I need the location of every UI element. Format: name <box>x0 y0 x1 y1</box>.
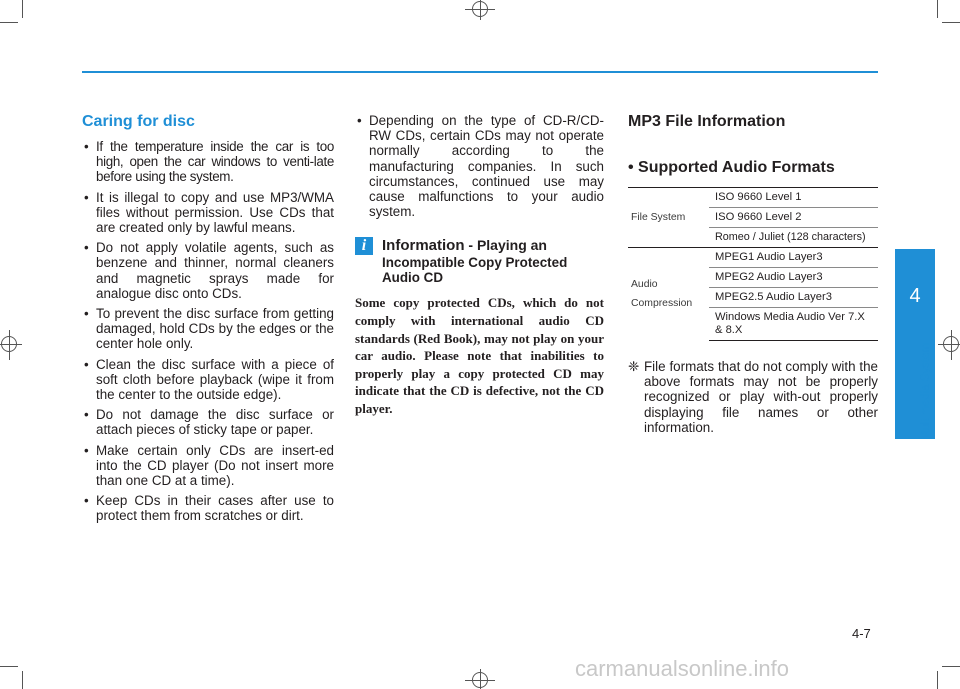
crop-mark <box>942 666 960 667</box>
table-row <box>628 188 878 208</box>
crop-mark <box>0 22 18 23</box>
information-label: Information <box>382 237 465 255</box>
crop-mark <box>22 671 23 689</box>
list-item: • Clean the disc surface with a piece of soft cloth before playback (wipe it from the center to the outside edge). <box>82 357 334 403</box>
crop-mark <box>937 671 938 689</box>
registration-mark-top <box>465 9 495 10</box>
list-item: • Depending on the type of CD-R/CD-RW CDs, certain CDs may not operate normally according to the manufacturing companies. In such circumstances, continued use may cause malfunctions to your audio system. <box>355 113 604 219</box>
header-rule <box>82 71 878 73</box>
list-item: • Do not damage the disc surface or attach pieces of sticky tape or paper. <box>82 407 334 437</box>
information-dash: - <box>464 237 477 254</box>
table-cell: Windows Media Audio Ver 7.X & 8.X <box>709 308 878 341</box>
registration-mark-bottom <box>480 669 481 689</box>
crop-mark <box>942 22 960 23</box>
list-item: • Do not apply volatile agents, such as benzene and thinner, normal cleaners and magnetic sprays made for analogue disc onto CDs. <box>82 240 334 301</box>
table-cell: ISO 9660 Level 1 <box>709 188 878 208</box>
audio-formats-table <box>628 187 878 341</box>
information-box-header <box>355 237 604 255</box>
subsection-heading: • Supported Audio Formats <box>628 159 835 176</box>
format-note <box>628 359 878 435</box>
list-item: • Make certain only CDs are insert-ed into the CD player (Do not insert more than one CD at a time). <box>82 443 334 489</box>
table-cell: MPEG2.5 Audio Layer3 <box>709 288 878 308</box>
list-item: • Keep CDs in their cases after use to protect them from scratches or dirt. <box>82 493 334 523</box>
chapter-number: 4 <box>909 285 921 307</box>
table-row <box>628 248 878 268</box>
caring-bullet-list <box>82 139 334 524</box>
table-cell: Romeo / Juliet (128 characters) <box>709 228 878 248</box>
table-category-cell: File System <box>628 188 709 248</box>
registration-mark-bottom <box>465 680 495 681</box>
table-category-cell <box>628 248 709 341</box>
registration-mark-top <box>480 0 481 20</box>
information-subtitle: Incompatible Copy Protected Audio CD <box>382 255 568 286</box>
list-item: • It is illegal to copy and use MP3/WMA files without permission. Use CDs that are created only by lawful means. <box>82 190 334 236</box>
table-category-label: Compression <box>631 298 693 310</box>
section-heading: Caring for disc <box>82 113 195 130</box>
cd-type-bullet-list <box>355 113 604 219</box>
middle-column <box>355 110 604 418</box>
registration-mark-right <box>951 330 952 360</box>
chapter-label: Multimedia System <box>920 342 932 440</box>
crop-mark <box>937 0 938 18</box>
list-item: • To prevent the disc surface from getting damaged, hold CDs by the edges or the center hole only. <box>82 306 334 352</box>
registration-mark-left <box>9 330 10 360</box>
registration-mark-right <box>938 344 960 345</box>
page-number: 4-7 <box>852 626 871 641</box>
section-heading: MP3 File Information <box>628 113 786 130</box>
information-icon: i <box>355 237 373 255</box>
table-category-label: Audio <box>631 279 658 291</box>
information-body: Some copy protected CDs, which do not comply with international audio CD standards (Red Book), may not play on your car audio. Please note that inabilities to properly play a copy protected CD may indicate that the CD is defective, not the CD player. <box>355 295 604 416</box>
left-column <box>82 110 334 529</box>
note-text: File formats that do not comply with the above formats may not be properly recognized or play with-out properly displaying file names or other information. <box>644 359 878 435</box>
table-cell: MPEG2 Audio Layer3 <box>709 268 878 288</box>
list-item: • If the temperature inside the car is too high, open the car windows to venti-late before using the system. <box>82 139 334 185</box>
watermark: carmanualsonline.info <box>575 656 790 681</box>
note-symbol-icon: ❈ <box>628 359 640 374</box>
right-column <box>628 110 878 435</box>
registration-mark-left <box>0 344 22 345</box>
crop-mark <box>0 666 18 667</box>
information-title <box>382 237 547 254</box>
crop-mark <box>22 0 23 18</box>
table-cell: MPEG1 Audio Layer3 <box>709 248 878 268</box>
table-cell: ISO 9660 Level 2 <box>709 208 878 228</box>
information-topic: Playing an <box>476 237 547 254</box>
